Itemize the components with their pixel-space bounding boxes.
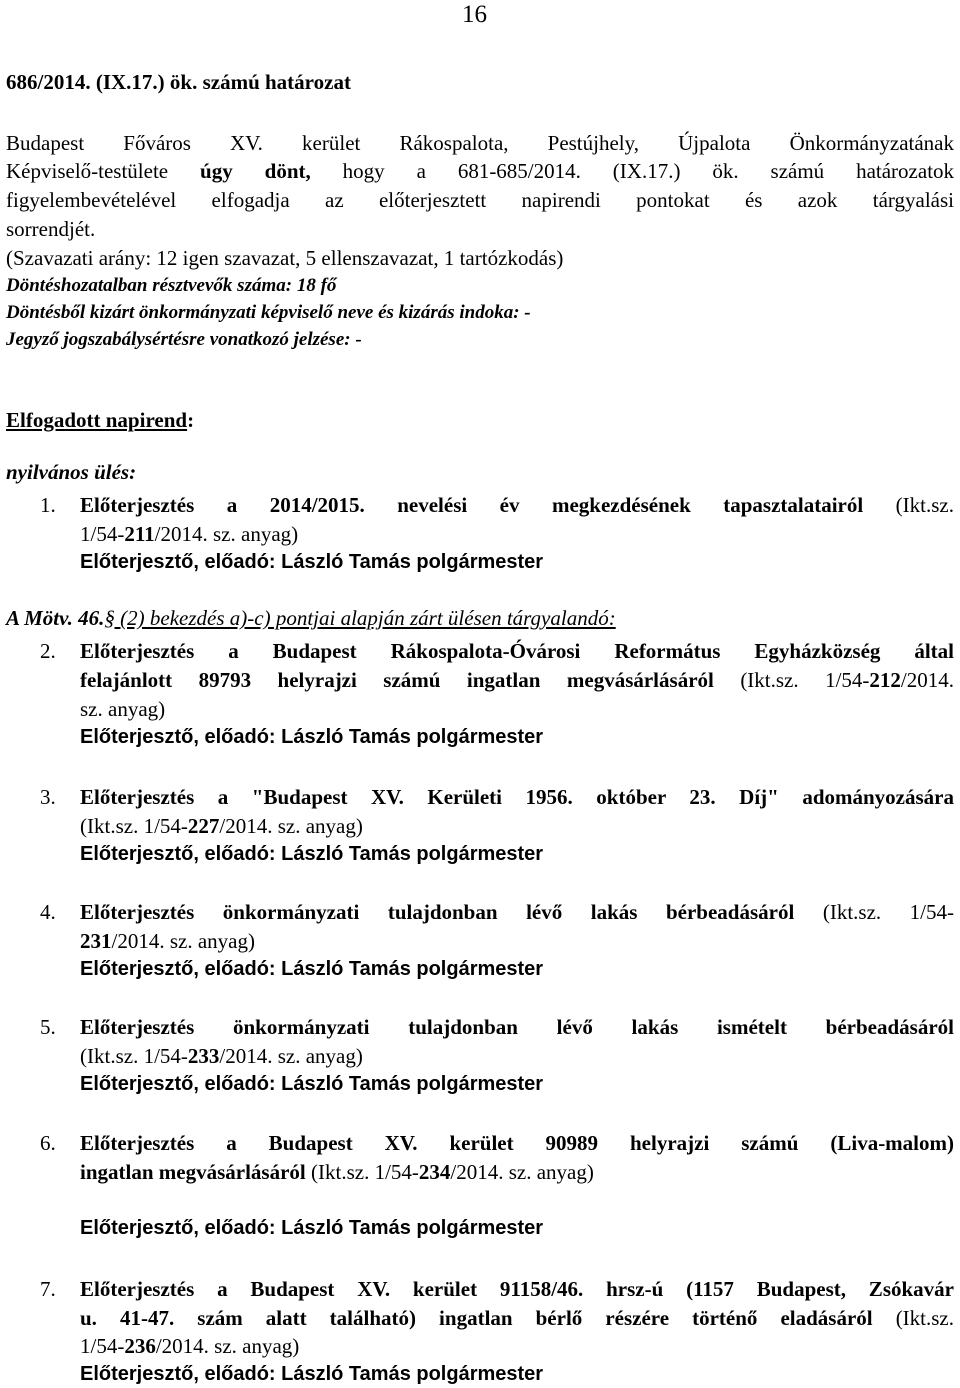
item-presenter: Előterjesztő, előadó: László Tamás polgármester — [80, 726, 544, 748]
closed-session-law: A Mötv. 46. — [6, 606, 105, 630]
item-ref-number: 227 — [187, 814, 220, 838]
item-number: 3. — [40, 785, 56, 809]
closed-session-rule: § (2) bekezdés a)-c) pontjai alapján zárt ülésen tárgyalandó: — [104, 606, 616, 630]
public-session-label: nyilvános ülés: — [6, 460, 137, 484]
item-number: 4. — [40, 900, 56, 924]
item-number: 7. — [40, 1277, 56, 1301]
item-ref-number: 212 — [869, 668, 901, 692]
item-ref-suffix: /2014. sz. anyag) — [111, 929, 255, 953]
agenda-heading-colon: : — [187, 408, 195, 432]
item-presenter: Előterjesztő, előadó: László Tamás polgármester — [80, 1073, 544, 1095]
item-ref: (Ikt.sz. — [895, 493, 954, 517]
item-line-2 — [80, 1304, 954, 1332]
item-presenter: Előterjesztő, előadó: László Tamás polgármester — [80, 843, 544, 865]
item-ref-prefix: (Ikt.sz. 1/54- — [740, 668, 870, 692]
item-ref-number: 233 — [187, 1044, 220, 1068]
resolution-text-line-1: Budapest Főváros XV. kerület Rákospalota, Pestújhely, Újpalota Önkormányzatának — [6, 131, 954, 155]
item-title: Előterjesztés önkormányzati tulajdonban lévő lakás bérbeadásáról — [80, 900, 795, 924]
item-ref-prefix: (Ikt.sz. 1/54- — [80, 814, 188, 838]
item-title: felajánlott 89793 helyrajzi számú ingatlan megvásárlásáról — [80, 668, 714, 692]
item-presenter: Előterjesztő, előadó: László Tamás polgármester — [80, 551, 544, 573]
resolution-text-line-3: figyelembevételével elfogadja az előterjesztett napirendi pontokat és azok tárgyalási — [6, 188, 954, 212]
item-ref-prefix: (Ikt.sz. 1/54- — [80, 1044, 188, 1068]
item-ref-suffix: /2014. — [900, 668, 954, 692]
resolution-title: 686/2014. (IX.17.) ök. számú határozat — [6, 70, 351, 94]
vote-notary-label: Jegyző jogszabálysértésre vonatkozó jelzése: — [6, 329, 351, 350]
vote-participants-value: 18 fő — [296, 275, 337, 296]
item-line-2 — [80, 520, 298, 548]
page-number: 16 — [462, 1, 487, 28]
item-ref-prefix: (Ikt.sz. 1/54- — [311, 1160, 419, 1184]
item-ref-prefix: 1/54- — [80, 1334, 125, 1358]
item-line-1: Előterjesztés önkormányzati tulajdonban lévő lakás ismételt bérbeadásáról — [80, 1015, 954, 1039]
item-ref-suffix: /2014. sz. anyag) — [155, 1334, 300, 1358]
resolution-text-line-2 — [6, 157, 954, 185]
item-line-2 — [80, 1158, 594, 1186]
agenda-heading-text: Elfogadott napirend — [6, 408, 188, 432]
vote-participants — [6, 272, 336, 300]
item-line-1 — [80, 898, 954, 926]
item-title: u. 41-47. szám alatt található) ingatlan bérlő részére történő eladásáról — [80, 1306, 873, 1330]
item-line-1: Előterjesztés a Budapest XV. kerület 91158/46. hrsz-ú (1157 Budapest, Zsókavár — [80, 1277, 954, 1301]
item-number: 5. — [40, 1015, 56, 1039]
item-ref-number: 231 — [80, 929, 112, 953]
item-line-3: sz. anyag) — [80, 697, 166, 721]
item-presenter: Előterjesztő, előadó: László Tamás polgármester — [80, 1217, 544, 1239]
item-ref-prefix: 1/54- — [80, 522, 125, 546]
vote-participants-label: Döntéshozatalban résztvevők száma: — [6, 275, 293, 296]
item-ref: (Ikt.sz. 1/54- — [822, 900, 954, 924]
vote-ratio: (Szavazati arány: 12 igen szavazat, 5 ellenszavazat, 1 tartózkodás) — [6, 246, 564, 270]
item-ref-number: 211 — [124, 522, 155, 546]
resolution-reference: hogy a 681-685/2014. (IX.17.) ök. számú határozatok — [342, 159, 955, 183]
item-presenter: Előterjesztő, előadó: László Tamás polgármester — [80, 1363, 544, 1385]
item-line-1: Előterjesztés a "Budapest XV. Kerületi 1956. október 23. Díj" adományozására — [80, 785, 954, 809]
agenda-heading — [6, 406, 194, 434]
item-line-1: Előterjesztés a Budapest Rákospalota-Óvárosi Református Egyházközség által — [80, 639, 954, 663]
resolution-subject: Képviselő-testülete — [6, 159, 169, 183]
item-title: ingatlan megvásárlásáról — [80, 1160, 306, 1184]
resolution-decision-phrase: úgy dönt, — [200, 159, 311, 183]
item-line-1 — [80, 491, 954, 519]
item-ref-suffix: /2014. sz. anyag) — [450, 1160, 594, 1184]
closed-session-note — [6, 604, 616, 632]
item-line-2 — [80, 812, 363, 840]
vote-notary-value: - — [355, 329, 362, 350]
item-number: 1. — [40, 493, 56, 517]
vote-excluded-value: - — [524, 302, 531, 323]
vote-excluded — [6, 299, 531, 327]
item-line-2 — [80, 927, 255, 955]
item-line-2 — [80, 1042, 363, 1070]
item-line-1: Előterjesztés a Budapest XV. kerület 90989 helyrajzi számú (Liva-malom) — [80, 1131, 954, 1155]
vote-notary — [6, 326, 362, 354]
item-ref-number: 236 — [124, 1334, 156, 1358]
item-ref-number: 234 — [418, 1160, 451, 1184]
item-presenter: Előterjesztő, előadó: László Tamás polgármester — [80, 958, 544, 980]
vote-excluded-label: Döntésből kizárt önkormányzati képviselő neve és kizárás indoka: — [6, 302, 520, 323]
resolution-text-line-4: sorrendjét. — [6, 217, 96, 241]
item-number: 6. — [40, 1131, 56, 1155]
item-line-2 — [80, 666, 954, 694]
item-ref: (Ikt.sz. — [895, 1306, 955, 1330]
item-ref-suffix: /2014. sz. anyag) — [219, 1044, 363, 1068]
item-line-3 — [80, 1332, 299, 1360]
item-ref-suffix: /2014. sz. anyag) — [219, 814, 363, 838]
item-title: Előterjesztés a 2014/2015. nevelési év megkezdésének tapasztalatairól — [80, 493, 864, 517]
item-number: 2. — [40, 639, 56, 663]
item-ref-suffix: /2014. sz. anyag) — [154, 522, 299, 546]
